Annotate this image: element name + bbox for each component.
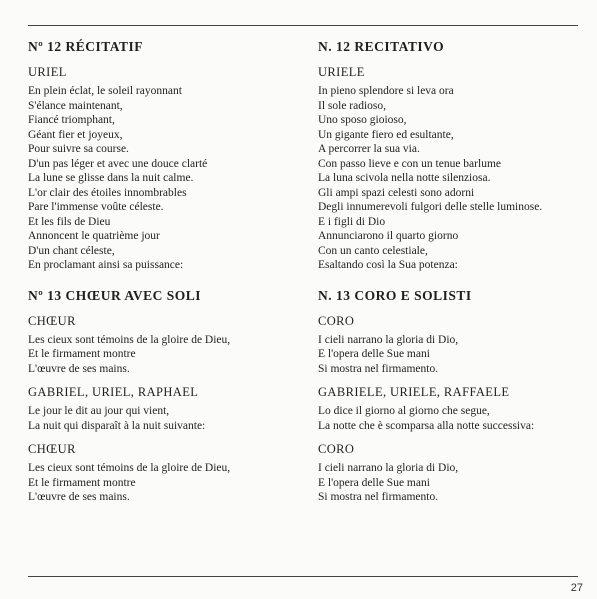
top-rule [28, 25, 578, 26]
verse-line: S'élance maintenant, [28, 99, 123, 112]
verse-line: Con passo lieve e con un tenue barlume [318, 157, 501, 170]
verse-line: I cieli narrano la gloria di Dio, [318, 462, 459, 474]
verse-line: Et le firmament montre [28, 476, 136, 489]
speaker-name: CORO [318, 313, 355, 328]
text-block [318, 64, 583, 273]
section-13-fr [28, 287, 293, 505]
speaker-name: GABRIELE, URIELE, RAFFAELE [318, 385, 510, 399]
verse-line: La lune se glisse dans la nuit calme. [28, 172, 194, 184]
verse-line: Esaltando così la Sua potenza: [318, 259, 458, 271]
verse-line: Les cieux sont témoins de la gloire de Dieu, [28, 333, 231, 346]
speaker-name: CHŒUR [28, 442, 76, 456]
verse-line: L'œuvre de ses mains. [28, 362, 130, 375]
verse-line: Et les fils de Dieu [28, 215, 111, 228]
verse-line: E l'opera delle Sue mani [318, 476, 430, 489]
verse-line: Annoncent le quatrième jour [28, 230, 160, 242]
verse-line: En plein éclat, le soleil rayonnant [28, 85, 182, 97]
speaker-name: CORO [318, 442, 355, 456]
verse-line: E i figli di Dio [318, 215, 386, 228]
verse-line: Lo dice il giorno al giorno che segue, [318, 405, 490, 417]
verse-line: Annunciarono il quarto giorno [318, 230, 459, 242]
verse-line: Fiancé triomphant, [28, 114, 115, 126]
verse-line: E l'opera delle Sue mani [318, 348, 430, 360]
page-number: 27 [570, 582, 583, 594]
section-heading: Nº 12 RÉCITATIF [28, 39, 143, 54]
text-block [28, 64, 293, 273]
section-12-fr [28, 38, 293, 273]
verse-line: Pour suivre sa course. [28, 143, 129, 155]
verse-line: En proclamant ainsi sa puissance: [28, 259, 184, 271]
verse-line: I cieli narrano la gloria di Dio, [318, 333, 459, 346]
verse-line: A percorrer la sua via. [318, 143, 420, 155]
verse-line: Gli ampi spazi celesti sono adorni [318, 186, 475, 199]
speaker-name: URIELE [318, 65, 365, 79]
verse-line: Il sole radioso, [318, 99, 387, 112]
verse-line: D'un pas léger et avec une douce clarté [28, 157, 208, 170]
verse-line: Un gigante fiero ed esultante, [318, 128, 454, 141]
text-block [318, 384, 583, 433]
italian-column [318, 38, 583, 515]
section-heading: N. 13 CORO E SOLISTI [318, 287, 472, 303]
speaker-name: URIEL [28, 65, 67, 79]
verse-line: Le jour le dit au jour qui vient, [28, 405, 170, 417]
section-13-it [318, 287, 583, 505]
verse-line: Con un canto celestiale, [318, 244, 428, 257]
verse-line: Pare l'immense voûte céleste. [28, 201, 164, 213]
french-column [28, 38, 293, 515]
verse-line: Les cieux sont témoins de la gloire de Dieu, [28, 462, 231, 474]
text-block [318, 441, 583, 505]
text-block [28, 384, 293, 433]
speaker-name: GABRIEL, URIEL, RAPHAEL [28, 385, 199, 399]
section-12-it [318, 38, 583, 273]
verse-line: Géant fier et joyeux, [28, 128, 123, 141]
verse-line: L'œuvre de ses mains. [28, 491, 130, 503]
verse-line: Uno sposo gioioso, [318, 114, 407, 126]
verse-line: L'or clair des étoiles innombrables [28, 186, 187, 199]
verse-line: Si mostra nel firmamento. [318, 491, 439, 503]
section-heading: Nº 13 CHŒUR AVEC SOLI [28, 287, 201, 303]
text-block [28, 441, 293, 505]
verse-line: La luna scivola nella notte silenziosa. [318, 172, 491, 184]
section-heading: N. 12 RECITATIVO [318, 39, 445, 54]
bottom-rule [28, 576, 578, 577]
verse-line: La notte che è scomparsa alla notte successiva: [318, 419, 535, 432]
verse-line: La nuit qui disparaît à la nuit suivante: [28, 419, 206, 432]
text-block [28, 313, 293, 377]
verse-line: Si mostra nel firmamento. [318, 362, 439, 375]
verse-line: D'un chant céleste, [28, 244, 115, 257]
verse-line: Degli innumerevoli fulgori delle stelle luminose. [318, 201, 543, 213]
speaker-name: CHŒUR [28, 313, 76, 328]
verse-line: In pieno splendore si leva ora [318, 85, 454, 97]
verse-line: Et le firmament montre [28, 348, 136, 360]
text-block [318, 313, 583, 377]
